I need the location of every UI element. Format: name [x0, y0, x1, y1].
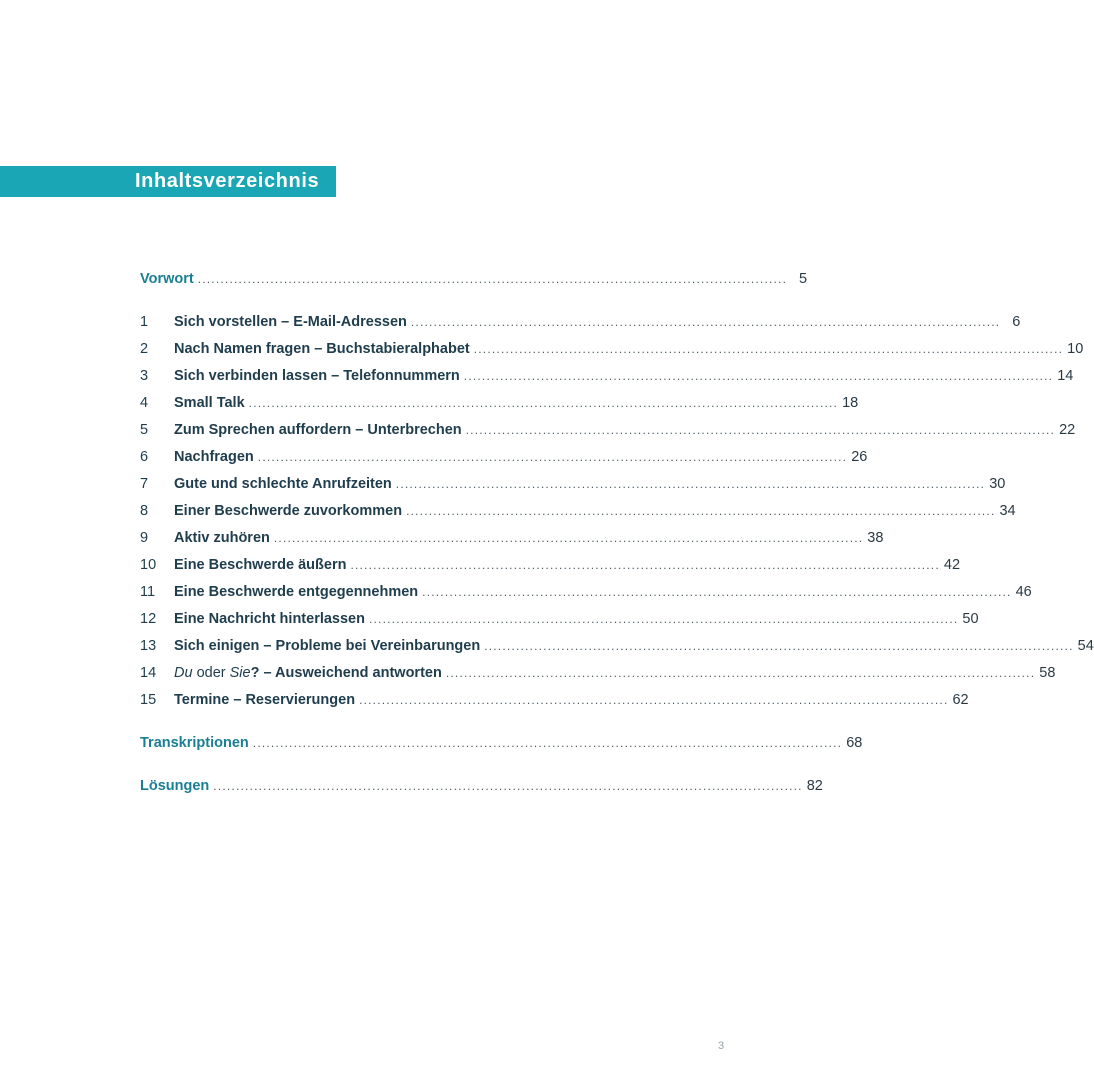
dot-leader: ..................................................................................................................................	[406, 504, 996, 518]
toc-entry-title: Zum Sprechen auffordern – Unterbrechen	[174, 422, 462, 438]
toc-page-number: 58	[1039, 665, 1056, 681]
chapter-number: 6	[140, 449, 149, 465]
chapter-number: 15	[140, 692, 157, 708]
footer-page-number: 3	[718, 1040, 725, 1052]
toc-entry-title	[174, 660, 442, 687]
toc-entry-title: Eine Nachricht hinterlassen	[174, 611, 365, 627]
toc-entry-title: Termine – Reservierungen	[174, 692, 356, 708]
dot-leader: ..................................................................................................................................	[395, 477, 986, 491]
chapter-number: 4	[140, 395, 149, 411]
toc-page-number: 50	[962, 611, 979, 627]
chapter-number: 9	[140, 530, 149, 546]
toc-entry-chapter-2[interactable]	[140, 336, 1084, 363]
dot-leader: ..................................................................................................................................	[273, 531, 864, 545]
toc-entry-title: Einer Beschwerde zuvorkommen	[174, 503, 403, 519]
toc-page-number: 22	[1059, 422, 1076, 438]
toc-entry-chapter-14[interactable]	[140, 660, 1056, 687]
chapter-number: 1	[140, 314, 149, 330]
chapter-number: 3	[140, 368, 149, 384]
toc-page-number: 38	[867, 530, 884, 546]
table-of-contents	[140, 266, 1094, 800]
toc-entry-title: Nachfragen	[174, 449, 254, 465]
title-italic-sie: Sie	[229, 665, 251, 681]
toc-entry-transcriptions[interactable]	[140, 730, 863, 757]
toc-entry-chapter-11[interactable]	[140, 579, 1032, 606]
dot-leader: ..................................................................................................................................	[445, 666, 1036, 680]
chapter-number: 12	[140, 611, 157, 627]
toc-page-number: 26	[851, 449, 868, 465]
toc-entry-title: Eine Beschwerde entgegennehmen	[174, 584, 419, 600]
dot-leader: ..................................................................................................................................	[465, 423, 1056, 437]
dot-leader: ..................................................................................................................................	[248, 396, 839, 410]
toc-page-number: 30	[989, 476, 1006, 492]
chapter-number: 2	[140, 341, 149, 357]
chapter-number: 7	[140, 476, 149, 492]
toc-entry-title: Sich vorstellen – E-Mail-Adressen	[174, 314, 407, 330]
title-italic-du: Du	[174, 665, 193, 681]
toc-page-number: 82	[806, 778, 823, 794]
toc-entry-chapter-7[interactable]	[140, 471, 1006, 498]
dot-leader: ..................................................................................................................................	[197, 272, 788, 286]
toc-entry-chapter-3[interactable]	[140, 363, 1074, 390]
chapter-number: 13	[140, 638, 157, 654]
toc-page-number: 46	[1015, 584, 1032, 600]
toc-page-number: 18	[842, 395, 859, 411]
toc-page-number: 68	[846, 735, 863, 751]
dot-leader: ..................................................................................................................................	[422, 585, 1012, 599]
toc-page-number: 62	[952, 692, 969, 708]
dot-leader: ..................................................................................................................................	[463, 369, 1054, 383]
toc-page-number: 34	[999, 503, 1016, 519]
toc-entry-chapter-6[interactable]	[140, 444, 868, 471]
page-title: Inhaltsverzeichnis	[135, 170, 320, 192]
toc-entry-title: Nach Namen fragen – Buchstabieralphabet	[174, 341, 470, 357]
chapter-number: 8	[140, 503, 149, 519]
toc-entry-title: Transkriptionen	[140, 735, 249, 751]
toc-entry-title: Eine Beschwerde äußern	[174, 557, 347, 573]
chapter-number: 5	[140, 422, 149, 438]
toc-page-number: 42	[943, 557, 961, 573]
toc-page-number: 6	[1012, 314, 1021, 330]
dot-leader: ..................................................................................................................................	[473, 342, 1064, 356]
dot-leader: ..................................................................................................................................	[257, 450, 848, 464]
toc-entry-chapter-13[interactable]	[140, 633, 1094, 660]
toc-page-number: 10	[1067, 341, 1084, 357]
toc-entry-preface[interactable]	[140, 266, 808, 293]
toc-entry-title: Aktiv zuhören	[174, 530, 270, 546]
chapter-number: 11	[140, 584, 156, 600]
toc-entry-title: Gute und schlechte Anrufzeiten	[174, 476, 392, 492]
toc-page-number: 14	[1057, 368, 1074, 384]
toc-entry-chapter-10[interactable]	[140, 552, 961, 579]
dot-leader: ..................................................................................................................................	[252, 736, 843, 750]
toc-entry-chapter-4[interactable]	[140, 390, 859, 417]
header-banner	[0, 166, 336, 197]
toc-entry-chapter-5[interactable]	[140, 417, 1076, 444]
toc-entry-chapter-1[interactable]	[140, 309, 1021, 336]
toc-entry-solutions[interactable]	[140, 773, 823, 800]
chapter-number: 10	[140, 557, 157, 573]
toc-entry-chapter-15[interactable]	[140, 687, 969, 714]
toc-page-number: 54	[1077, 638, 1094, 654]
toc-page-number: 5	[799, 271, 808, 287]
toc-entry-title: Vorwort	[140, 271, 194, 287]
toc-entry-chapter-12[interactable]	[140, 606, 979, 633]
toc-entry-title: Sich verbinden lassen – Telefonnummern	[174, 368, 460, 384]
dot-leader: ..................................................................................................................................	[213, 779, 803, 793]
toc-entry-title: Small Talk	[174, 395, 245, 411]
toc-entry-chapter-9[interactable]	[140, 525, 884, 552]
dot-leader: ..................................................................................................................................	[368, 612, 959, 626]
title-connector: oder	[192, 665, 230, 681]
chapter-number: 14	[140, 665, 157, 681]
title-rest: ? – Ausweichend antworten	[250, 665, 442, 681]
dot-leader: ..................................................................................................................................	[350, 558, 940, 572]
dot-leader: ..................................................................................................................................	[484, 639, 1074, 653]
toc-entry-chapter-8[interactable]	[140, 498, 1016, 525]
toc-entry-title: Lösungen	[140, 778, 210, 794]
dot-leader: ..................................................................................................................................	[359, 693, 949, 707]
dot-leader: ..................................................................................................................................	[410, 315, 1001, 329]
toc-entry-title: Sich einigen – Probleme bei Vereinbarungen	[174, 638, 481, 654]
